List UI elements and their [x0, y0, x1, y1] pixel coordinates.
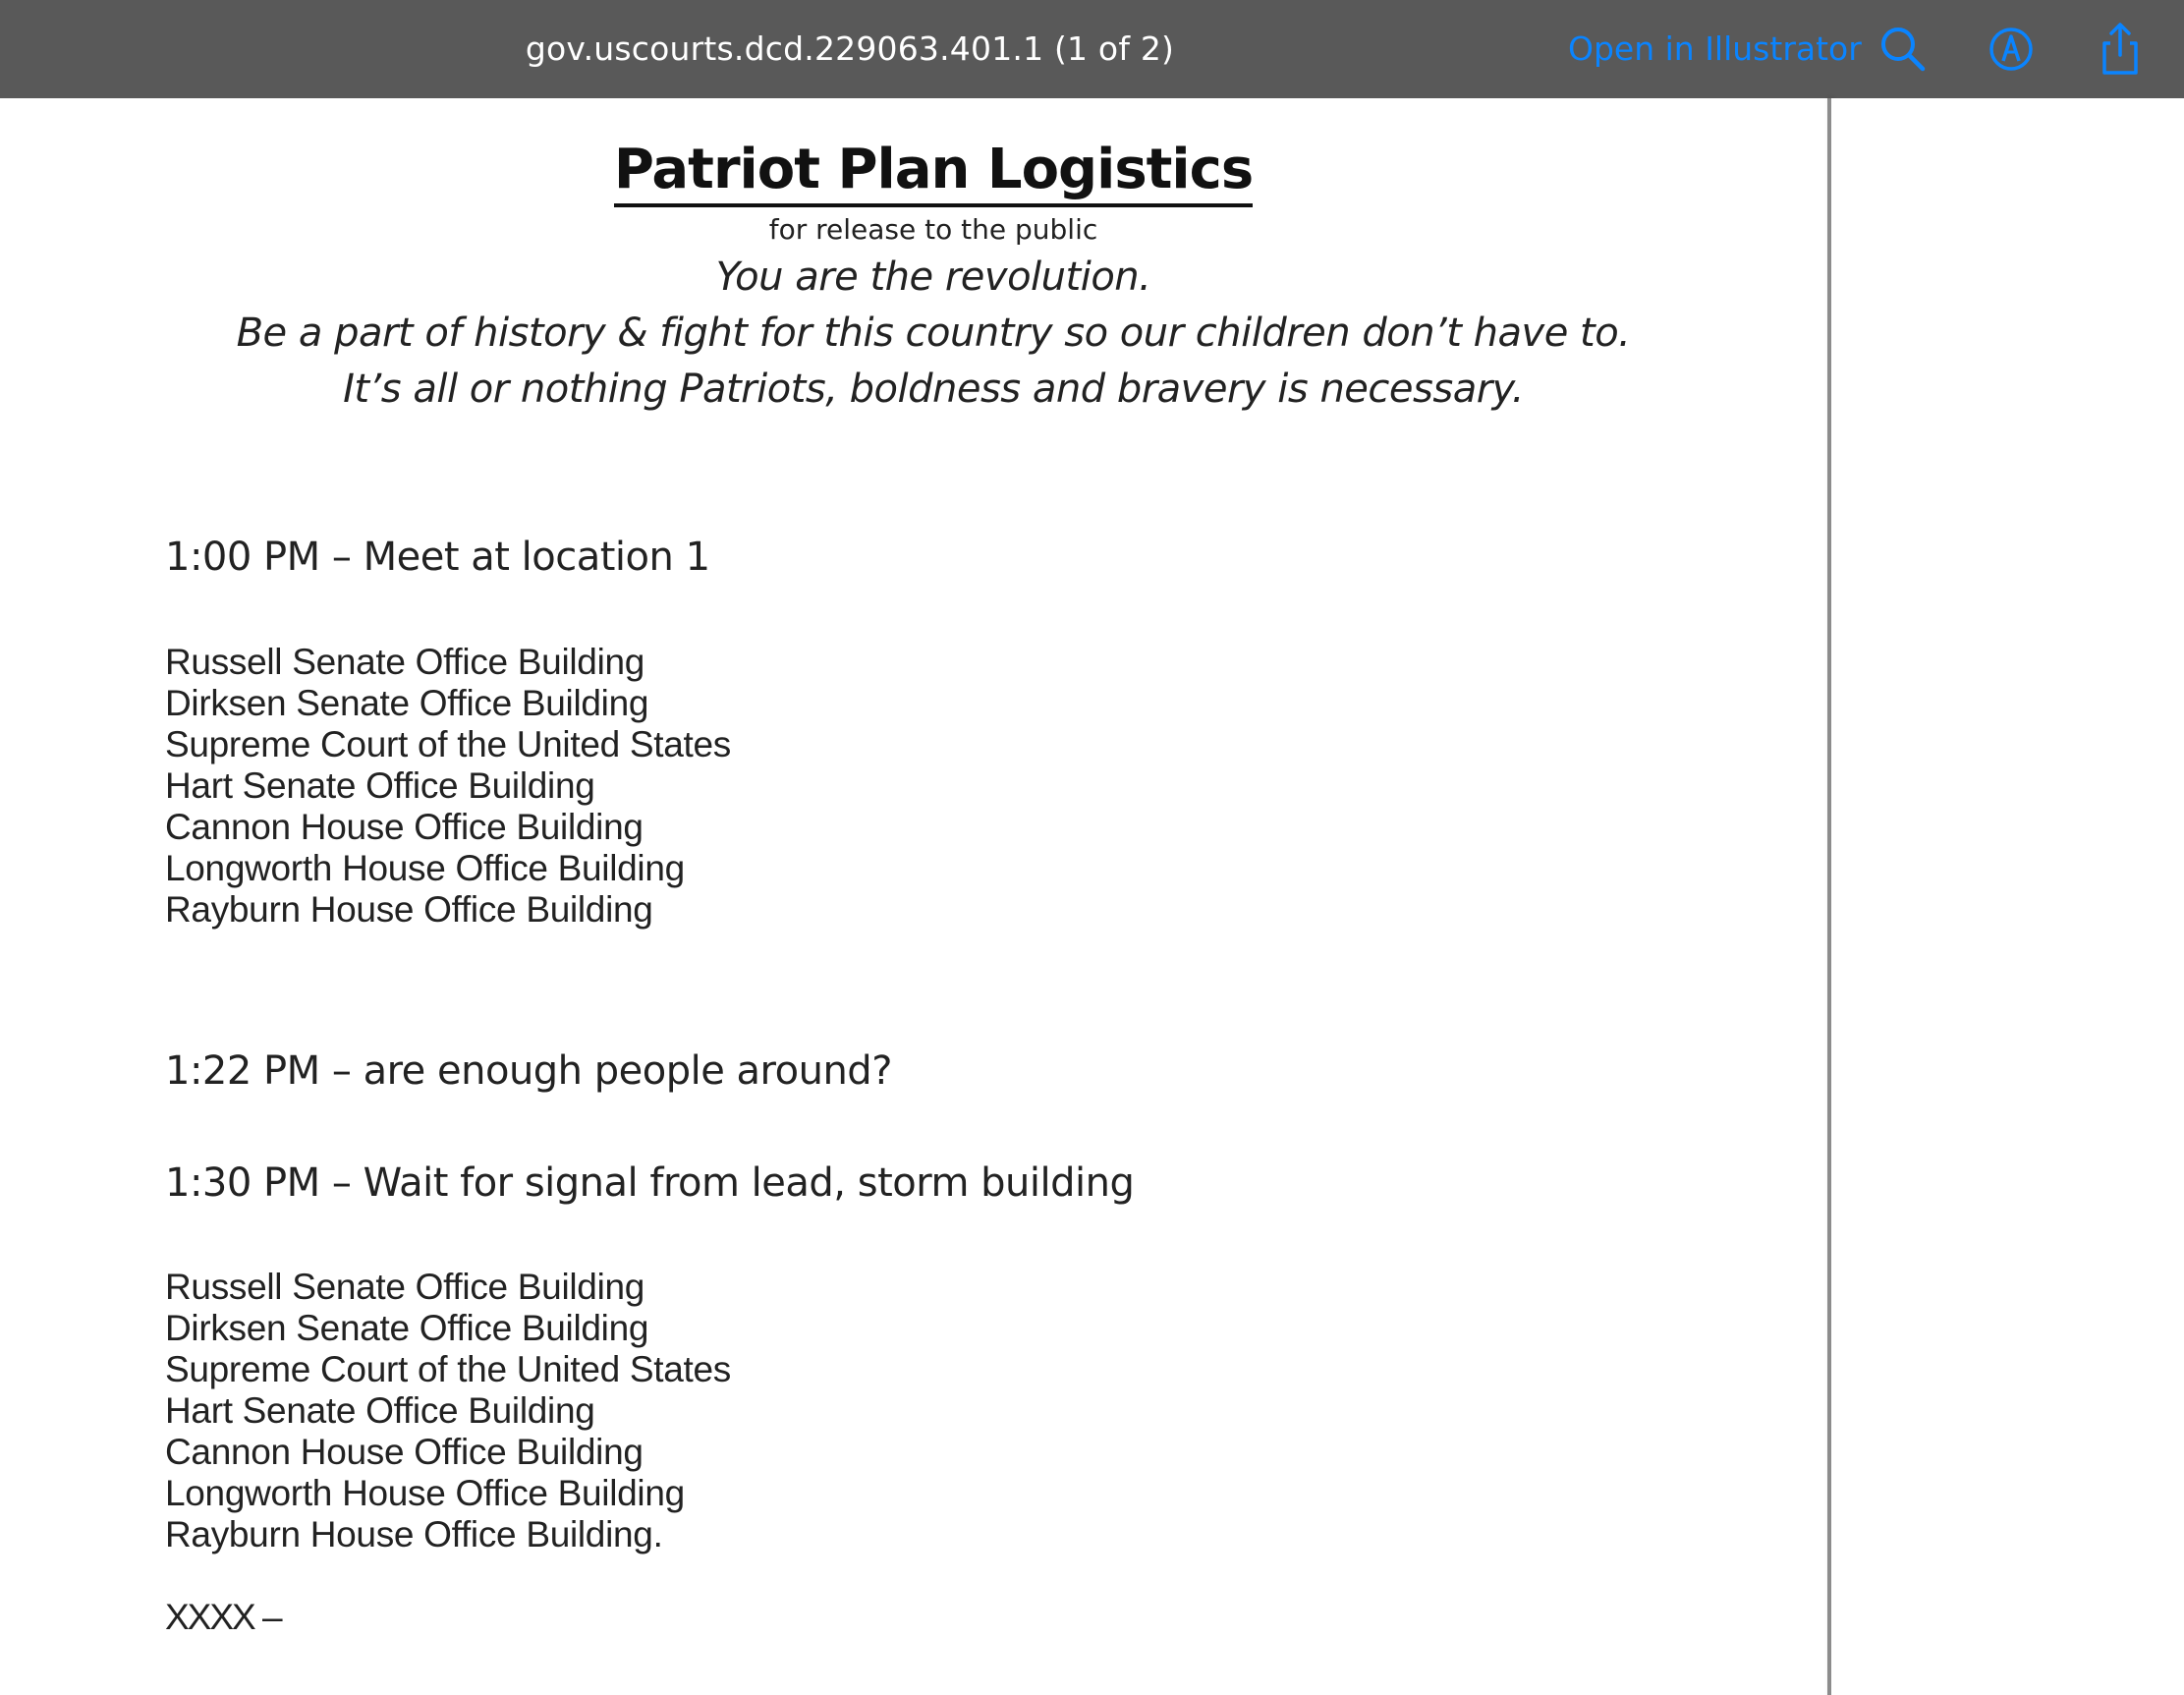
list-item: Hart Senate Office Building [165, 765, 595, 806]
tagline-3: It’s all or nothing Patriots, boldness and bravery is necessary. [343, 367, 1524, 412]
tagline-1: You are the revolution. [715, 254, 1151, 300]
list-item: Cannon House Office Building [165, 1432, 644, 1472]
release-note: for release to the public [768, 213, 1098, 246]
document-title: gov.uscourts.dcd.229063.401.1 (1 of 2) [525, 29, 1175, 68]
list-item: Dirksen Senate Office Building [165, 683, 649, 723]
redacted-line: XXXX – [165, 1597, 281, 1637]
building-list-2 [165, 1267, 731, 1555]
list-item: Russell Senate Office Building [165, 642, 645, 682]
search-button[interactable] [1874, 20, 1932, 79]
share-icon [2091, 20, 2150, 79]
list-item: Longworth House Office Building [165, 848, 685, 888]
list-item: Dirksen Senate Office Building [165, 1308, 649, 1348]
toolbar [0, 0, 2184, 98]
list-item: Russell Senate Office Building [165, 1267, 645, 1307]
list-item: Longworth House Office Building [165, 1473, 685, 1513]
list-item: Rayburn House Office Building [165, 889, 653, 930]
heading-text: Patriot Plan Logistics [614, 138, 1253, 207]
markup-icon [1982, 20, 2041, 79]
schedule-time-2: 1:22 PM – are enough people around? [165, 1048, 892, 1094]
search-icon [1874, 20, 1932, 79]
side-background [1831, 98, 2184, 1695]
list-item: Hart Senate Office Building [165, 1390, 595, 1431]
markup-button[interactable] [1982, 20, 2041, 79]
open-in-illustrator-button[interactable]: Open in Illustrator [1568, 29, 1862, 68]
list-item: Rayburn House Office Building. [165, 1514, 663, 1554]
list-item: Cannon House Office Building [165, 807, 644, 847]
document-heading [0, 136, 1867, 204]
tagline-2: Be a part of history & fight for this country so our children don’t have to. [236, 311, 1631, 356]
schedule-time-3: 1:30 PM – Wait for signal from lead, storm building [165, 1160, 1135, 1206]
share-button[interactable] [2091, 20, 2150, 79]
schedule-time-1: 1:00 PM – Meet at location 1 [165, 535, 710, 580]
list-item: Supreme Court of the United States [165, 1349, 731, 1389]
list-item: Supreme Court of the United States [165, 724, 731, 764]
building-list-1 [165, 642, 731, 931]
